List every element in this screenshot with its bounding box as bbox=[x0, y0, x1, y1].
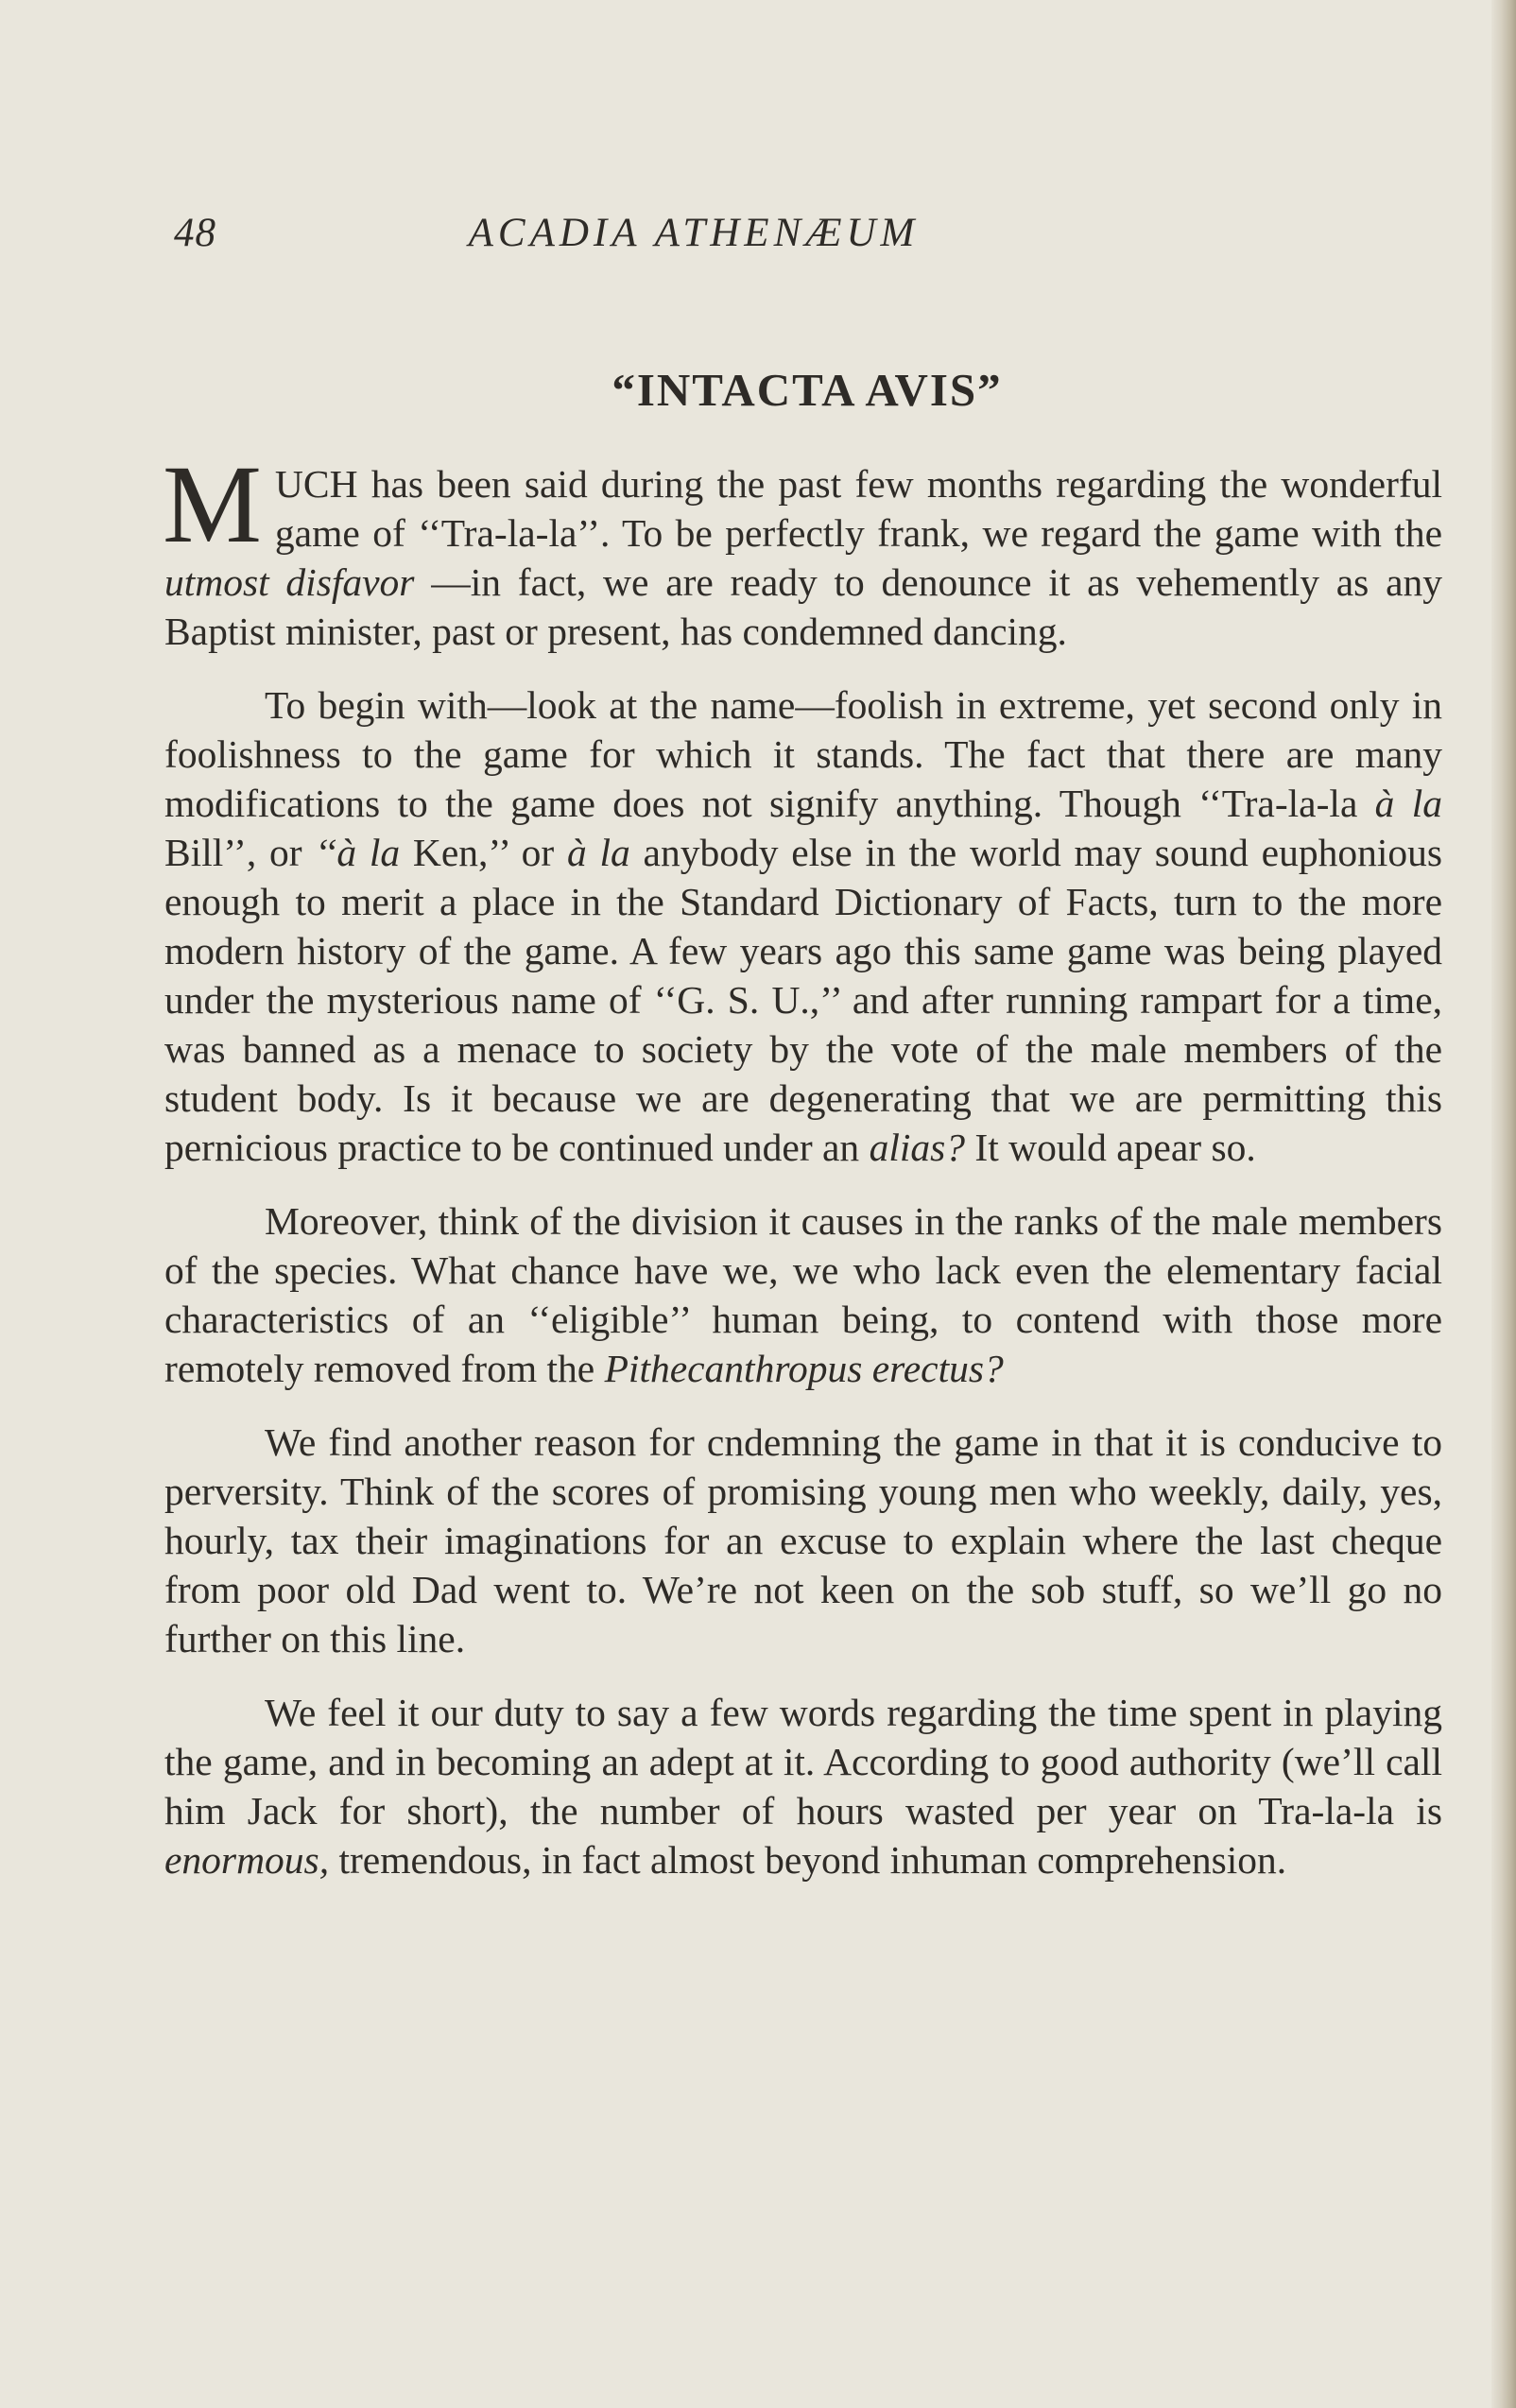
text-segment: It would apear so. bbox=[965, 1126, 1256, 1169]
article-title: “INTACTA AVIS” bbox=[612, 364, 1003, 416]
journal-title: ACADIA ATHENÆUM bbox=[468, 211, 920, 255]
paragraph-5 bbox=[164, 1688, 1442, 1884]
text-segment: To begin with—look at the name—foolish in extreme, yet second only in foolishness to the game for which it stands. The fact that there are many modifications to the game does not signify anything. Though ‘‘Tra-la-la bbox=[164, 683, 1442, 825]
text-segment: has been said during the past few months regarding the wonderful game of ‘‘Tra-la-la’’. To be perfectly frank, we regard the game with the bbox=[274, 462, 1442, 555]
text-segment: We feel it our duty to say a few words regarding the time spent in playing the game, and in becoming an adept at it. According to good authority (we’ll call him Jack for short), the number of hours wasted per year on Tra-la-la is bbox=[164, 1691, 1442, 1832]
page-number: 48 bbox=[174, 211, 216, 255]
text-segment: tremendous, in fact almost beyond inhuman comprehension. bbox=[329, 1838, 1287, 1882]
paragraph-1 bbox=[163, 442, 1442, 656]
text-segment: We find another reason for cndemning the game in that it is conducive to perversity. Think of the scores of promising young men who weekly, daily, yes, hourly, tax their imaginations for an excuse to explain where the last cheque from poor old Dad went to. We’re not keen on the sob stuff, so we’ll go no further on this line. bbox=[164, 1420, 1442, 1660]
text-segment: Ken,’’ or bbox=[400, 831, 567, 874]
emphasis-text: Pithecanthropus erectus? bbox=[604, 1347, 1004, 1390]
emphasis-text: à la bbox=[1374, 782, 1443, 825]
text-segment: Moreover, think of the division it causes in the ranks of the male members of the species. What chance have we, we who lack even the elementary facial characteristics of an ‘‘eligible’’ human being, to contend with those more remotely removed from the bbox=[164, 1199, 1442, 1390]
emphasis-text: à la bbox=[566, 831, 630, 874]
paragraph-4 bbox=[164, 1418, 1442, 1663]
emphasis-text: ‘‘à la bbox=[315, 831, 401, 874]
article-body bbox=[163, 442, 1443, 1884]
emphasis-text: utmost disfavor bbox=[164, 560, 415, 604]
text-segment: anybody else in the world may sound euphonious enough to merit a place in the Standard Dictionary of Facts, turn to the more modern history of the game. A few years ago this same game was being played under the mysterious name of ‘‘G. S. U.,’’ and after running rampart for a time, was banned as a menace to society by the vote of the male members of the student body. Is it because we are degenerating that we are permitting this pernicious practice to be continued under an bbox=[164, 831, 1442, 1169]
text-segment: —in fact, we are ready to denounce it as vehemently as any Baptist minister, past or present, has condemned dancing. bbox=[164, 560, 1442, 653]
text-segment: Bill’’, or bbox=[164, 831, 316, 874]
running-header bbox=[174, 210, 1440, 267]
lead-word: UCH bbox=[274, 462, 358, 506]
paragraph-2 bbox=[164, 680, 1442, 1172]
drop-cap: M bbox=[163, 442, 262, 566]
emphasis-text: enormous, bbox=[164, 1838, 330, 1882]
paragraph-3 bbox=[164, 1196, 1442, 1393]
emphasis-text: alias? bbox=[869, 1126, 966, 1169]
page-edge-shadow bbox=[1491, 0, 1516, 2408]
